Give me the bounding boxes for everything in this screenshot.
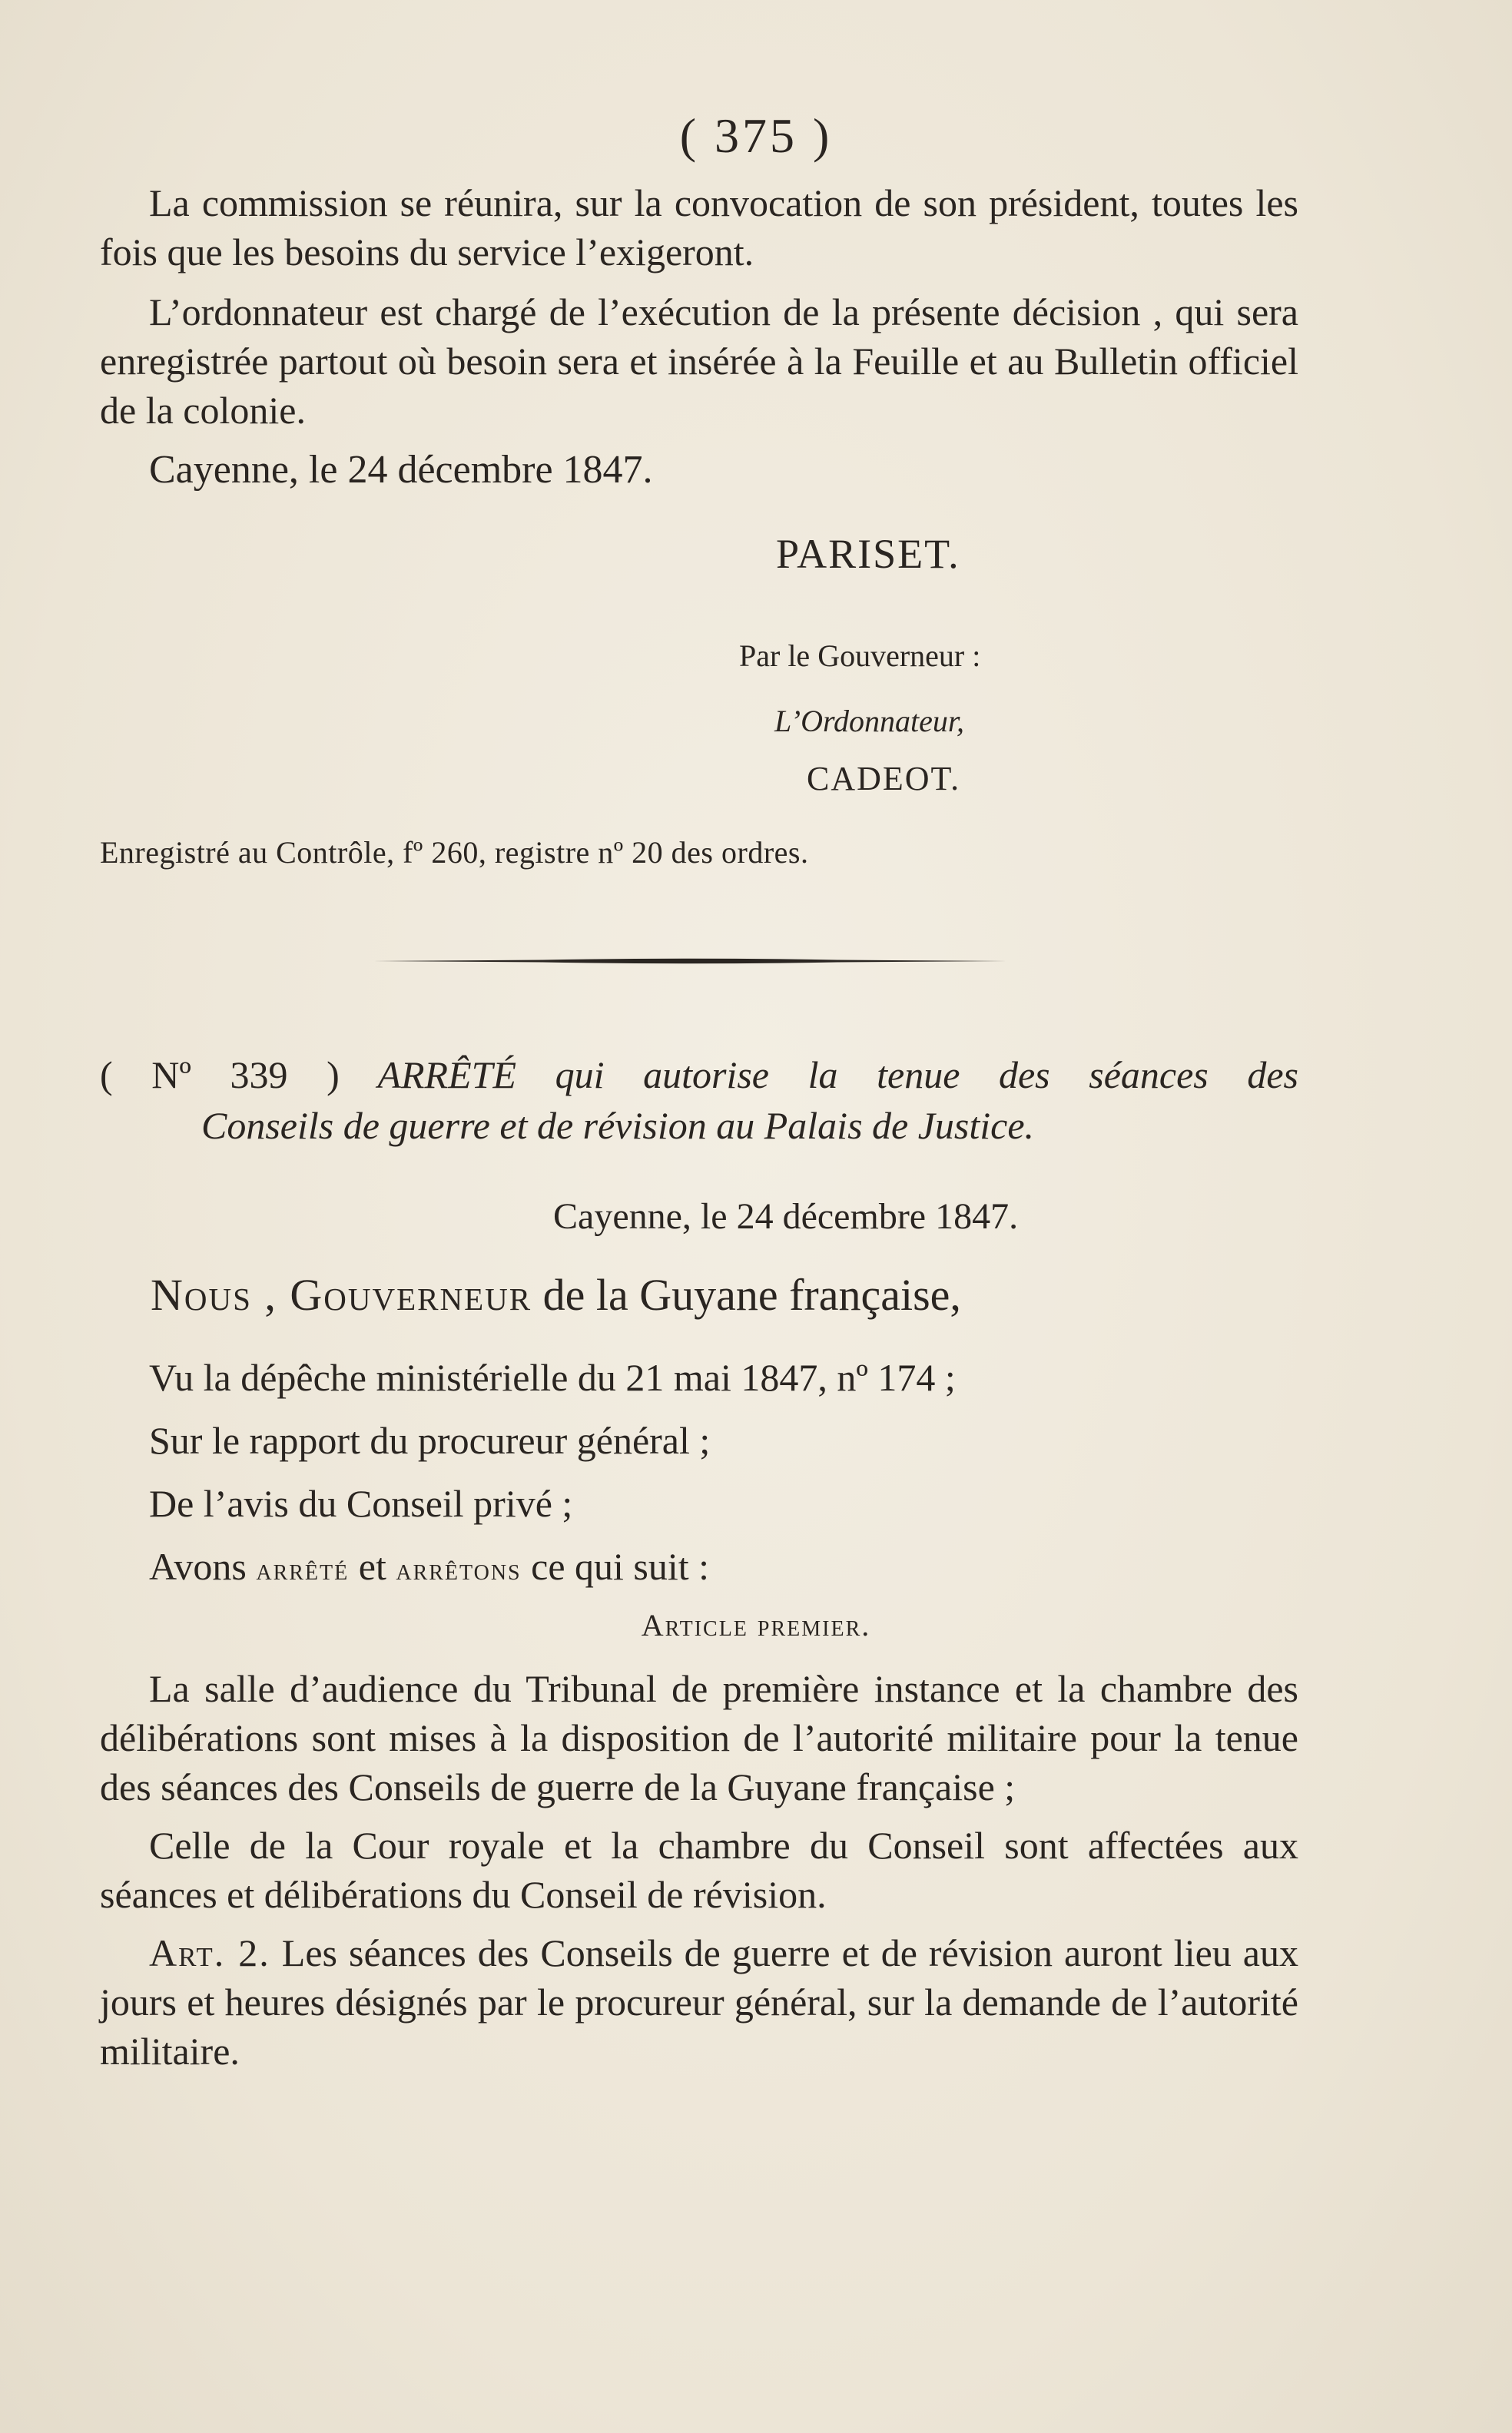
et-word: et <box>358 1545 386 1588</box>
arrete-title-line1: qui autorise la tenue des séances des <box>555 1053 1299 1096</box>
par-le-gouverneur: Par le Gouverneur : <box>739 638 981 673</box>
article-2-text: Les séances des Conseils de guerre et de révision auront lieu aux jours et heures désignés par le procureur général, sur la demande de l’autorité militaire. <box>100 1931 1298 2073</box>
arretons-word: arrêtons <box>396 1552 522 1586</box>
arrete-keyword: ARRÊTÉ <box>377 1053 516 1096</box>
decision-section <box>100 178 1298 495</box>
signer-name: PARISET. <box>776 531 960 577</box>
ordonnateur-name: CADEOT. <box>807 760 961 797</box>
page-number: ( 375 ) <box>679 108 833 163</box>
article-2-paragraph <box>100 1928 1298 2076</box>
article-1 <box>100 1664 1298 2076</box>
nous-line <box>151 1269 961 1321</box>
decision-paragraph-1: La commission se réunira, sur la convocation de son président, toutes les fois que les besoins du service l’exigeront. <box>100 181 1298 273</box>
avons-word: Avons <box>149 1545 247 1588</box>
decision-date: Cayenne, le 24 décembre 1847. <box>149 448 653 492</box>
article-2-label: Art. 2. <box>149 1931 270 1974</box>
avons-line <box>100 1535 1298 1601</box>
de-lavis-line: De l’avis du Conseil privé ; <box>149 1482 573 1525</box>
section-divider <box>373 957 1006 965</box>
registration-note: Enregistré au Contrôle, fº 260, registre nº 20 des ordres. <box>100 835 809 870</box>
nous-gouverneur: Nous , Gouverneur <box>151 1270 532 1320</box>
arrete-word: arrêté <box>256 1552 350 1586</box>
sur-line: Sur le rapport du procureur général ; <box>149 1419 711 1462</box>
vu-line: Vu la dépêche ministérielle du 21 mai 1847, nº 174 ; <box>149 1356 956 1399</box>
article-1-paragraph-2: Celle de la Cour royale et la chambre du Conseil sont affectées aux séances et délibérations du Conseil de révision. <box>100 1824 1298 1916</box>
arrete-number: ( Nº 339 ) <box>100 1053 340 1096</box>
arrete-date: Cayenne, le 24 décembre 1847. <box>553 1196 1019 1237</box>
ordonnateur-title: L’Ordonnateur, <box>774 704 965 738</box>
arrete-title-line2: Conseils de guerre et de révision au Palais de Justice. <box>201 1104 1035 1147</box>
nous-rest: de la Guyane française, <box>542 1270 961 1320</box>
decision-paragraph-2: L’ordonnateur est chargé de l’exécution de la présente décision , qui sera enregistrée partout où besoin sera et insérée à la Feuille et au Bulletin officiel de la colonie. <box>100 290 1298 432</box>
arrete-heading <box>100 1049 1298 1151</box>
article-premier-heading: Article premier. <box>641 1608 871 1642</box>
ce-qui-suit: ce qui suit : <box>531 1545 710 1588</box>
preamble <box>100 1346 1298 1601</box>
article-1-paragraph-1: La salle d’audience du Tribunal de première instance et la chambre des délibérations sont mises à la disposition de l’autorité militaire pour la tenue des séances des Conseils de guerre de la Guyane française ; <box>100 1667 1298 1808</box>
